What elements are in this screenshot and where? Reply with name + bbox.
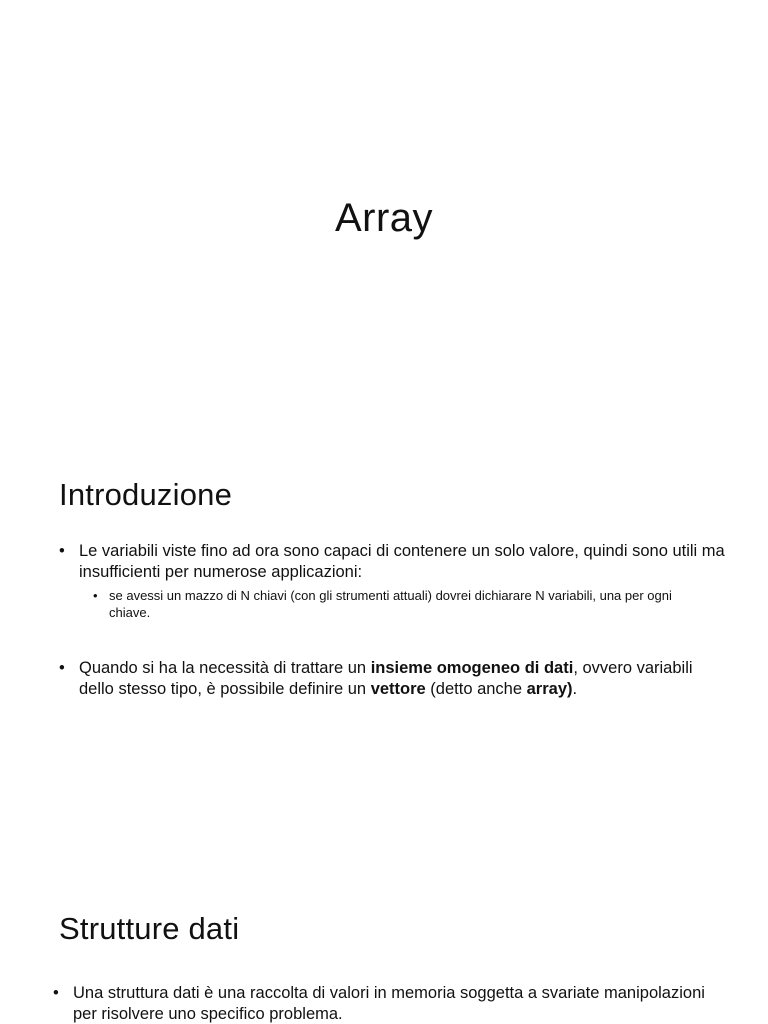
bullet-item bbox=[59, 658, 729, 700]
emphasis-text: vettore bbox=[370, 680, 426, 698]
bullet-item bbox=[53, 983, 723, 1024]
sub-bullet-item bbox=[93, 587, 699, 621]
sub-bullet-text: se avessi un mazzo di N chiavi (con gli strumenti attuali) dovrei dichiarare N variabili, una per ogni chiave. bbox=[109, 588, 672, 620]
slide-heading: Strutture dati bbox=[59, 911, 240, 946]
slide-introduzione bbox=[0, 432, 768, 864]
emphasis-text: insieme omogeneo di dati bbox=[370, 659, 574, 677]
bullet-icon: • bbox=[59, 659, 65, 677]
slide-heading: Introduzione bbox=[59, 477, 233, 512]
slide-strutture-dati bbox=[0, 864, 768, 1024]
bullet-text: Quando si ha la necessità di trattare un insieme omogeneo di dati, ovvero variabili dello stesso tipo, è possibile definire un vettore (detto anche array). bbox=[79, 659, 693, 698]
slide-title bbox=[0, 0, 768, 432]
bullet-text: Una struttura dati è una raccolta di valori in memoria soggetta a svariate manipolazioni per risolvere uno specifico problema. bbox=[73, 984, 705, 1023]
presentation-title: Array bbox=[334, 196, 434, 240]
bullet-icon: • bbox=[59, 542, 65, 560]
emphasis-text: array) bbox=[526, 680, 573, 698]
bullet-icon: • bbox=[93, 588, 98, 603]
bullet-item bbox=[59, 541, 729, 583]
bullet-icon: • bbox=[53, 984, 59, 1002]
bullet-text: Le variabili viste fino ad ora sono capaci di contenere un solo valore, quindi sono utili ma insufficienti per numerose applicazioni: bbox=[79, 542, 725, 581]
